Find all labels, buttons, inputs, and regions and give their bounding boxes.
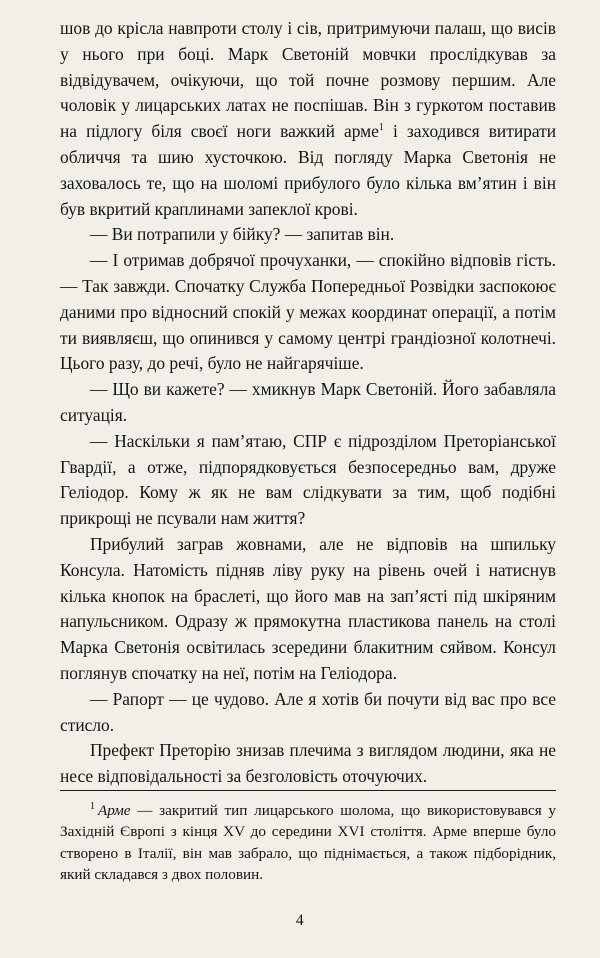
page-body: [60, 16, 556, 790]
paragraph: [60, 16, 556, 222]
paragraph-text: шов до крісла навпроти столу і сів, притримуючи палаш, що висів у нього при боці. Марк Светоній мовчки прослідкував за відвідувачем, очікуючи, що той почне розмову першим. Але чоловік у лицарських латах не поспішав. Він з гуркотом поставив на підлогу біля своєї ноги важкий арме: [60, 18, 556, 142]
paragraph-text: і заходився витирати обличчя та шию хусточкою. Від погляду Марка Светонія не заховалось те, що на шоломі прибулого було кілька вм’ятин і він був вкритий краплинами запеклої крові.: [60, 121, 556, 219]
paragraph: — І отримав добрячої прочуханки, — спокійно відповів гість. — Так завжди. Спочатку Служба Попередньої Розвідки заспокоює даними про відносний спокій у межах координат операції, а потім ти виявляєш, що опинився у самому центрі грандіозної колотнечі. Цього разу, до речі, було не найгарячіше.: [60, 250, 556, 374]
paragraph: — Рапорт — це чудово. Але я хотів би почути від вас про все стисло.: [60, 688, 556, 735]
footnote-marker: 1: [90, 800, 95, 812]
page-number: 4: [295, 912, 305, 929]
paragraph: Префект Преторію знизав плечима з виглядом людини, яка не несе відповідальності за безголовість оточуючих.: [60, 740, 556, 787]
paragraph: — Що ви кажете? — хмикнув Марк Светоній. Його забавляла ситуація.: [60, 379, 556, 425]
paragraph: — Ви потрапили у бійку? — запитав він.: [90, 224, 395, 245]
footnote-divider: [60, 790, 556, 791]
paragraph: — Наскільки я пам’ятаю, СПР є підрозділом Преторіанської Гвардії, а отже, підпорядковується безпосередньо вам, друже Геліодор. Кому ж як не вам слідкувати за тим, щоб подібні прикрощі не псували нам життя?: [60, 430, 556, 529]
footnote-reference-marker[interactable]: 1: [378, 122, 384, 134]
footnote-term: Арме: [98, 801, 131, 819]
footnote-text: [60, 800, 556, 886]
paragraph: Прибулий заграв жовнами, але не відповів на шпильку Консула. Натомість підняв ліву руку на рівень очей і натиснув кілька кнопок на браслеті, що його мав на зап’ясті під шкіряним напульсником. Одразу ж прямокутна пластикова панель на столі Марка Светонія освітилась зсередини блакитним сяйвом. Консул поглянув спочатку на неї, потім на Геліодора.: [60, 533, 556, 683]
footnote-block: [60, 790, 556, 886]
footnote-definition: — закритий тип лицарського шолома, що використовувався у Західній Європі з кінця XV до середини XVI століття. Арме вперше було створено в Італії, він мав забрало, що піднімається, а також підборідник, який складався з двох половин.: [60, 801, 556, 884]
